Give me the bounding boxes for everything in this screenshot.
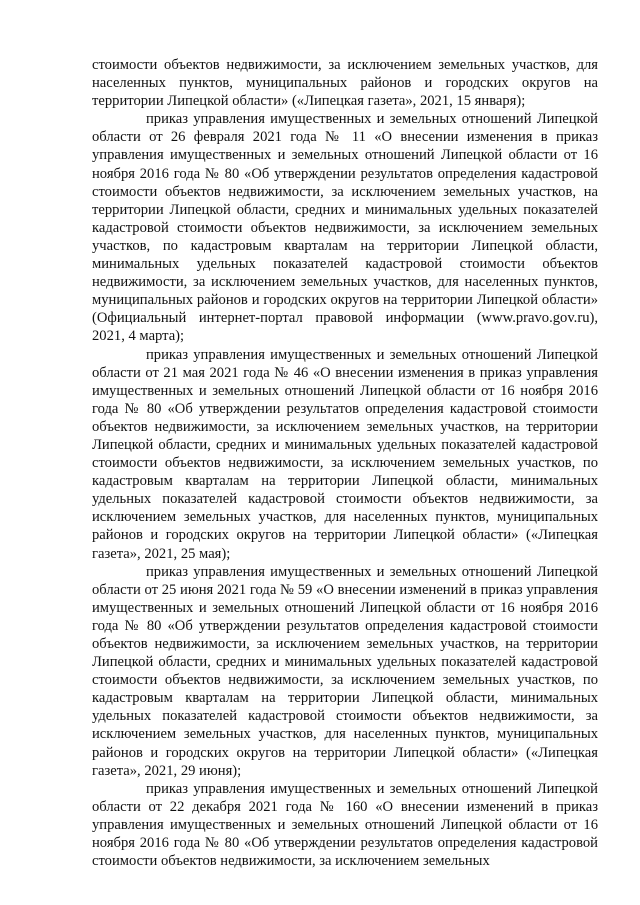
paragraph-continuation: стоимости объектов недвижимости, за исключением земельных участков, для населенных пунктов, муниципальных районов и городских округов на территории Липецкой области» («Липецкая газета», 2021, 15 января); [92, 57, 598, 110]
document-page [92, 56, 598, 870]
paragraph-order-11: приказ управления имущественных и земельных отношений Липецкой области от 26 февраля 2021 года № 11 «О внесении изменения в приказ управления имущественных и земельных отношений Липецкой области от 16 ноября 2016 года № 80 «Об утверждении результатов определения кадастровой стоимости объектов недвижимости, за исключением земельных участков, на территории Липецкой области, средних и минимальных удельных показателей кадастровой стоимости объектов недвижимости, за исключением земельных участков, по кадастровым кварталам на территории Липецкой области, минимальных удельных показателей кадастровой стоимости объектов недвижимости, за исключением земельных участков, для населенных пунктов, муниципальных районов и городских округов на территории Липецкой области» (Официальный интернет-портал правовой информации (www.pravo.gov.ru), 2021, 4 марта); [92, 111, 598, 345]
paragraph-order-46: приказ управления имущественных и земельных отношений Липецкой области от 21 мая 2021 года № 46 «О внесении изменения в приказ управления имущественных и земельных отношений Липецкой области от 16 ноября 2016 года № 80 «Об утверждении результатов определения кадастровой стоимости объектов недвижимости, за исключением земельных участков, на территории Липецкой области, средних и минимальных удельных показателей кадастровой стоимости объектов недвижимости, за исключением земельных участков, по кадастровым кварталам на территории Липецкой области, минимальных удельных показателей кадастровой стоимости объектов недвижимости, за исключением земельных участков, для населенных пунктов, муниципальных районов и городских округов на территории Липецкой области» («Липецкая газета», 2021, 25 мая); [92, 346, 598, 562]
paragraph-order-160: приказ управления имущественных и земельных отношений Липецкой области от 22 декабря 2021 года № 160 «О внесении изменений в приказ управления имущественных и земельных отношений Липецкой области от 16 ноября 2016 года № 80 «Об утверждении результатов определения кадастровой стоимости объектов недвижимости, за исключением земельных [92, 780, 598, 870]
paragraph-order-59: приказ управления имущественных и земельных отношений Липецкой области от 25 июня 2021 года № 59 «О внесении изменений в приказ управления имущественных и земельных отношений Липецкой области от 16 ноября 2016 года № 80 «Об утверждении результатов определения кадастровой стоимости объектов недвижимости, за исключением земельных участков, на территории Липецкой области, средних и минимальных удельных показателей кадастровой стоимости объектов недвижимости, за исключением земельных участков, по кадастровым кварталам на территории Липецкой области, минимальных удельных показателей кадастровой стоимости объектов недвижимости, за исключением земельных участков, для населенных пунктов, муниципальных районов и городских округов на территории Липецкой области» («Липецкая газета», 2021, 29 июня); [92, 563, 598, 779]
